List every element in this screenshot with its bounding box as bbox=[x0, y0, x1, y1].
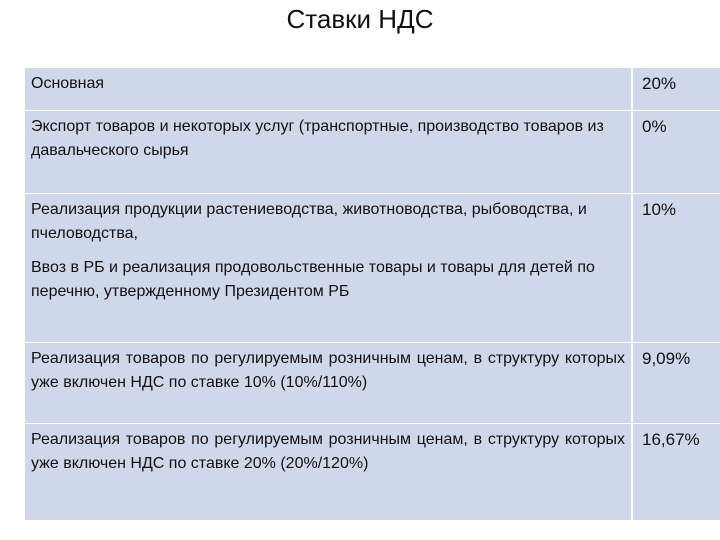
rate-description-text: Реализация продукции растениеводства, животноводства, рыбоводства, и пчеловодства, bbox=[31, 201, 587, 242]
table-row bbox=[25, 424, 720, 521]
table-row bbox=[25, 68, 720, 111]
rate-description-text: Реализация товаров по регулируемым розничным ценам, в структуру которых уже включен НДС по ставке 10% (10%/110%) bbox=[31, 350, 625, 391]
rate-value: 20% bbox=[632, 68, 720, 111]
rate-value: 10% bbox=[632, 194, 720, 343]
rate-description-text-secondary: Ввоз в РБ и реализация продовольственные товары и товары для детей по перечню, утвержденному Президентом РБ bbox=[31, 259, 595, 300]
rate-value: 16,67% bbox=[632, 424, 720, 521]
table-row bbox=[25, 343, 720, 424]
rate-description bbox=[25, 194, 632, 343]
table-row bbox=[25, 194, 720, 343]
rate-description bbox=[25, 68, 632, 111]
table-row bbox=[25, 111, 720, 194]
rate-description-text: Экспорт товаров и некоторых услуг (транспортные, производство товаров из давальческого сырья bbox=[31, 118, 604, 159]
rate-value: 0% bbox=[632, 111, 720, 194]
rate-description bbox=[25, 111, 632, 194]
rate-description-text: Основная bbox=[31, 75, 105, 92]
vat-rates-table bbox=[25, 67, 720, 521]
page-title: Ставки НДС bbox=[286, 4, 434, 34]
rate-description bbox=[25, 343, 632, 424]
rate-description-text: Реализация товаров по регулируемым розничным ценам, в структуру которых уже включен НДС по ставке 20% (20%/120%) bbox=[31, 431, 625, 472]
rate-value: 9,09% bbox=[632, 343, 720, 424]
rate-description bbox=[25, 424, 632, 521]
